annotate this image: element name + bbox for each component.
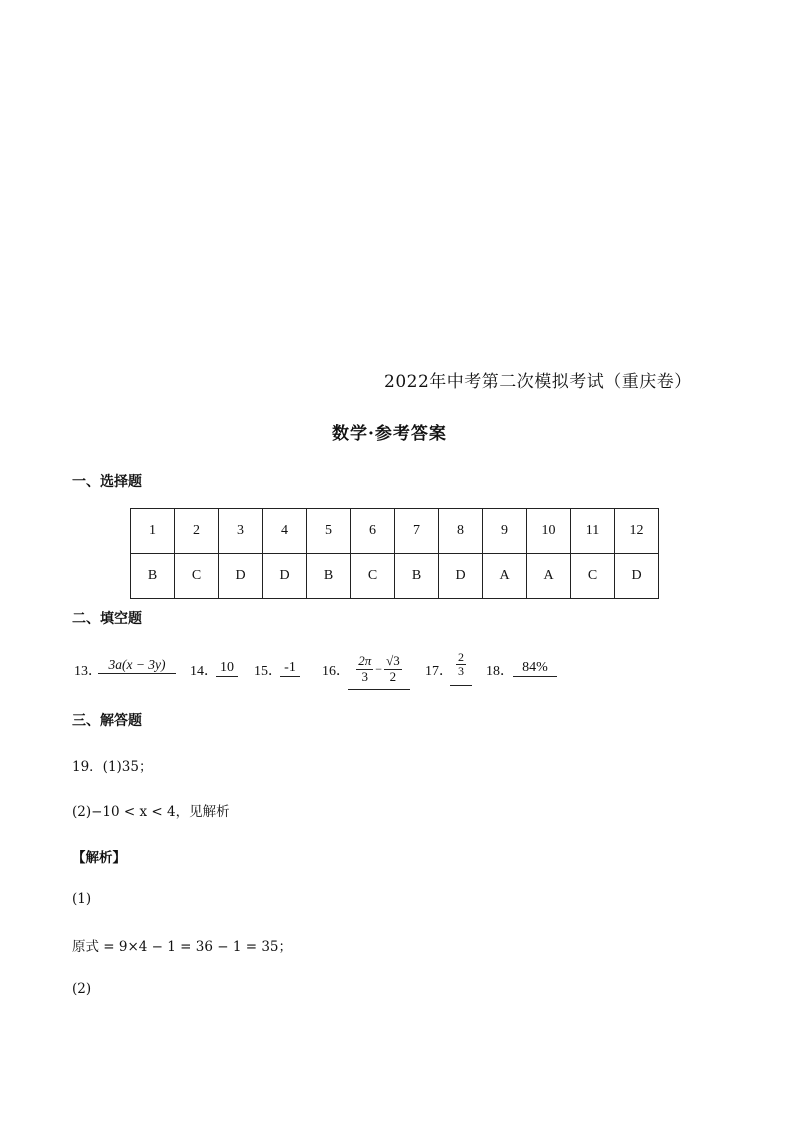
question-number-cell: 4	[263, 509, 307, 554]
table-row-answers	[131, 554, 659, 599]
answer-cell: D	[439, 554, 483, 599]
answer-cell: B	[131, 554, 175, 599]
section-heading-solve: 三、解答题	[72, 713, 142, 729]
q14-answer: 10	[216, 660, 238, 677]
question-number-cell: 9	[483, 509, 527, 554]
choice-answer-table	[130, 508, 659, 599]
answer-cell: B	[307, 554, 351, 599]
answer-cell: D	[263, 554, 307, 599]
question-number-cell: 7	[395, 509, 439, 554]
section-heading-choice: 一、选择题	[72, 474, 142, 490]
q16-minus-sign: −	[375, 661, 383, 676]
question-number-cell: 8	[439, 509, 483, 554]
q18-answer: 84%	[513, 660, 557, 677]
q19-answer-line2: (2)−10 < x < 4，见解析	[72, 804, 230, 820]
answer-cell: C	[351, 554, 395, 599]
document-subtitle: 数学·参考答案	[332, 424, 447, 444]
question-number-cell: 3	[219, 509, 263, 554]
question-number-cell: 6	[351, 509, 395, 554]
q16-fraction-1: $\frac{2\pi}{3}$	[358, 653, 372, 684]
answer-cell: D	[615, 554, 659, 599]
part2-label: (2)	[72, 981, 92, 997]
q13-label: 13．	[74, 664, 102, 679]
part1-label: (1)	[72, 891, 92, 907]
q15-answer: -1	[280, 660, 300, 677]
q17-fraction: $\frac{2}{3}$	[458, 650, 464, 679]
answer-cell: C	[175, 554, 219, 599]
answer-cell: B	[395, 554, 439, 599]
question-number-cell: 10	[527, 509, 571, 554]
analysis-label: 【解析】	[72, 850, 126, 866]
q16-answer	[348, 649, 410, 690]
question-number-cell: 11	[571, 509, 615, 554]
question-number-cell: 12	[615, 509, 659, 554]
section-heading-fill: 二、填空题	[72, 611, 142, 627]
answer-cell: C	[571, 554, 615, 599]
q15-label: 15．	[254, 664, 282, 679]
q19-answer-line1: 19．(1)35；	[72, 759, 153, 775]
question-number-cell: 5	[307, 509, 351, 554]
question-number-cell: 2	[175, 509, 219, 554]
q16-fraction-2: $\frac{√3}{2}$	[386, 653, 400, 684]
q13-answer: 3a(x − 3y)	[98, 657, 176, 674]
question-number-cell: 1	[131, 509, 175, 554]
answer-cell: D	[219, 554, 263, 599]
table-row-numbers	[131, 509, 659, 554]
q17-answer	[450, 651, 472, 686]
part1-formula: 原式 = 9×4 − 1 = 36 − 1 = 35；	[72, 939, 292, 955]
q18-label: 18．	[486, 664, 514, 679]
answer-cell: A	[483, 554, 527, 599]
document-title: 2022年中考第二次模拟考试（重庆卷）	[384, 372, 692, 392]
q17-label: 17．	[425, 664, 453, 679]
q14-label: 14．	[190, 664, 218, 679]
q16-label: 16．	[322, 664, 350, 679]
answer-cell: A	[527, 554, 571, 599]
